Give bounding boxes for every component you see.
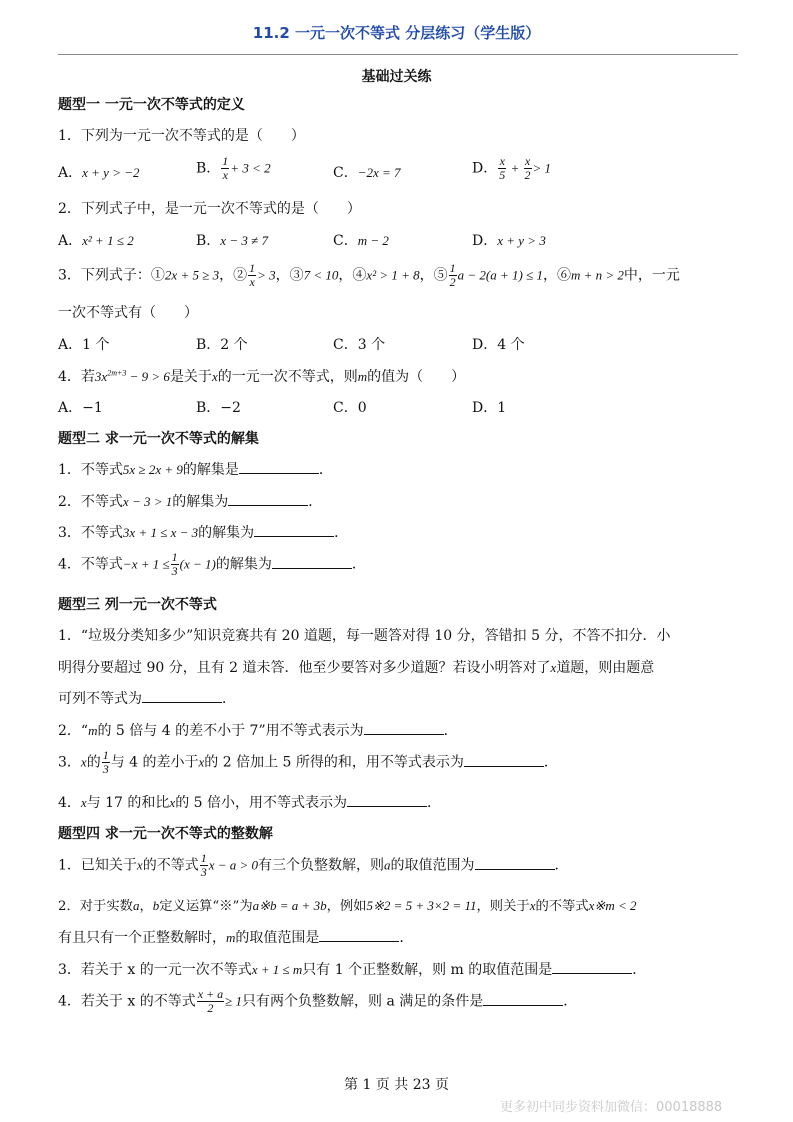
answer-blank — [347, 794, 427, 807]
type-heading-1: 题型一 一元一次不等式的定义 — [58, 97, 245, 113]
t1-q4-option-b: B．−2 — [196, 400, 241, 416]
t2-q1: 1．不等式5x ≥ 2x + 9的解集是 ． — [58, 462, 333, 478]
t2-q3: 3．不等式3x + 1 ≤ x − 3的解集为 ． — [58, 525, 349, 541]
t1-q4-option-a: A．−1 — [58, 400, 103, 416]
t1-q1-stem: 1．下列为一元一次不等式的是（ ） — [58, 128, 305, 144]
answer-blank — [464, 754, 544, 767]
type-heading-3: 题型三 列一元一次不等式 — [58, 597, 217, 613]
t1-q2-option-c: C．m − 2 — [333, 233, 389, 249]
answer-blank — [239, 461, 319, 474]
t1-q4-stem: 4．若$3x^{2m+3} - 9 > 6$是关于x的一元一次不等式，则m的值为（ ） — [58, 368, 466, 385]
t3-q4: 4．x与 17 的和比x的 5 倍小，用不等式表示为 ． — [58, 795, 442, 811]
t1-q3-option-a: A．1 个 — [58, 337, 110, 353]
answer-blank — [483, 993, 563, 1006]
header-divider — [58, 54, 738, 55]
t3-q3: 3．x的 $\frac{1}{3}$ 与 4 的差小于x的 2 倍加上 5 所得的和，用不等式表示为 ． — [58, 748, 558, 776]
answer-blank — [228, 493, 308, 506]
t4-q2-line1: 2．对于实数a，b定义运算“※”为a※b = a + 3b，例如5※2 = 5 + 3×2 = 11，则关于x的不等式x※m < 2 — [58, 898, 637, 914]
t4-q3: 3．若关于 x 的一元一次不等式x + 1 ≤ m只有 1 个正整数解，则 m 的取值范围是 ． — [58, 962, 647, 978]
t1-q1-option-b: B． $\frac{1}{x}$ + 3 < 2 — [196, 154, 271, 182]
t1-q2-stem: 2．下列式子中，是一元一次不等式的是（ ） — [58, 201, 361, 217]
t3-q1-line3: 可列不等式为 ． — [58, 691, 236, 707]
t4-q2-line2: 有且只有一个正整数解时，m的取值范围是 ． — [58, 930, 414, 946]
t1-q4-option-c: C．0 — [333, 400, 367, 416]
answer-blank — [364, 722, 444, 735]
type-heading-4: 题型四 求一元一次不等式的整数解 — [58, 826, 273, 842]
t2-q2: 2．不等式x − 3 > 1的解集为 ． — [58, 494, 323, 510]
t2-q4: 4．不等式−x + 1 ≤ $\frac{1}{3}$ (x − 1)的解集为 ． — [58, 550, 366, 578]
math: x + y > −2 — [82, 165, 140, 180]
watermark: 更多初中同步资料加微信：00018888 — [500, 1100, 723, 1115]
answer-blank — [272, 556, 352, 569]
t1-q3-stem-line2: 一次不等式有（ ） — [58, 305, 198, 321]
t1-q2-option-b: B．x − 3 ≠ 7 — [196, 233, 268, 249]
fraction: $\frac{x}{5}$ — [499, 154, 506, 182]
t1-q4-option-d: D．1 — [472, 400, 507, 416]
t1-q3-option-c: C．3 个 — [333, 337, 386, 353]
t1-q3-stem: 3．下列式子：①2x + 5 ≥ 3，② $\frac{1}{x}$ > 3，③7 < 10，④x² > 1 + 8，⑤ $\frac{1}{2}$ a − 2(a + 1) ≤ 1，⑥m + n > 2中，一元 — [58, 261, 680, 289]
t4-q4: 4．若关于 x 的不等式 $\frac{x + a}{2}$ ≥ 1只有两个负整数解，则 a 满足的条件是 ． — [58, 987, 578, 1015]
t1-q3-option-d: D．4 个 — [472, 337, 525, 353]
answer-blank — [475, 857, 555, 870]
t1-q2-option-a: A．x² + 1 ≤ 2 — [58, 233, 134, 249]
t3-q1-line1: 1．“垃圾分类知多少”知识竞赛共有 20 道题，每一题答对得 10 分，答错扣 5 分，不答不扣分．小 — [58, 628, 671, 644]
type-heading-2: 题型二 求一元一次不等式的解集 — [58, 431, 259, 447]
fraction: $\frac{x}{2}$ — [524, 154, 531, 182]
t4-q1: 1．已知关于x的不等式 $\frac{1}{3}$ x − a > 0有三个负整数解，则a的取值范围为 ． — [58, 851, 569, 879]
t1-q1-option-c: C．−2x = 7 — [333, 165, 401, 181]
page-footer: 第 1 页 共 23 页 — [344, 1077, 449, 1093]
answer-blank — [142, 690, 222, 703]
answer-blank — [319, 929, 399, 942]
document-title: 11.2 一元一次不等式 分层练习（学生版） — [252, 24, 541, 42]
answer-blank — [552, 961, 632, 974]
t1-q1-option-d: D． $\frac{x}{5}$ + $\frac{x}{2}$ > 1 — [472, 154, 552, 182]
t1-q3-option-b: B．2 个 — [196, 337, 248, 353]
t1-q2-option-d: D．x + y > 3 — [472, 233, 546, 249]
answer-blank — [254, 524, 334, 537]
fraction: $\frac{1}{x}$ — [222, 154, 229, 182]
t3-q2: 2．“m的 5 倍与 4 的差不小于 7”用不等式表示为 ． — [58, 723, 458, 739]
t1-q1-option-a: A．x + y > −2 — [58, 165, 140, 181]
section-title: 基础过关练 — [361, 69, 432, 85]
t3-q1-line2: 明得分要超过 90 分，且有 2 道未答．他至少要答对多少道题？若设小明答对了x道题，则由题意 — [58, 660, 655, 676]
